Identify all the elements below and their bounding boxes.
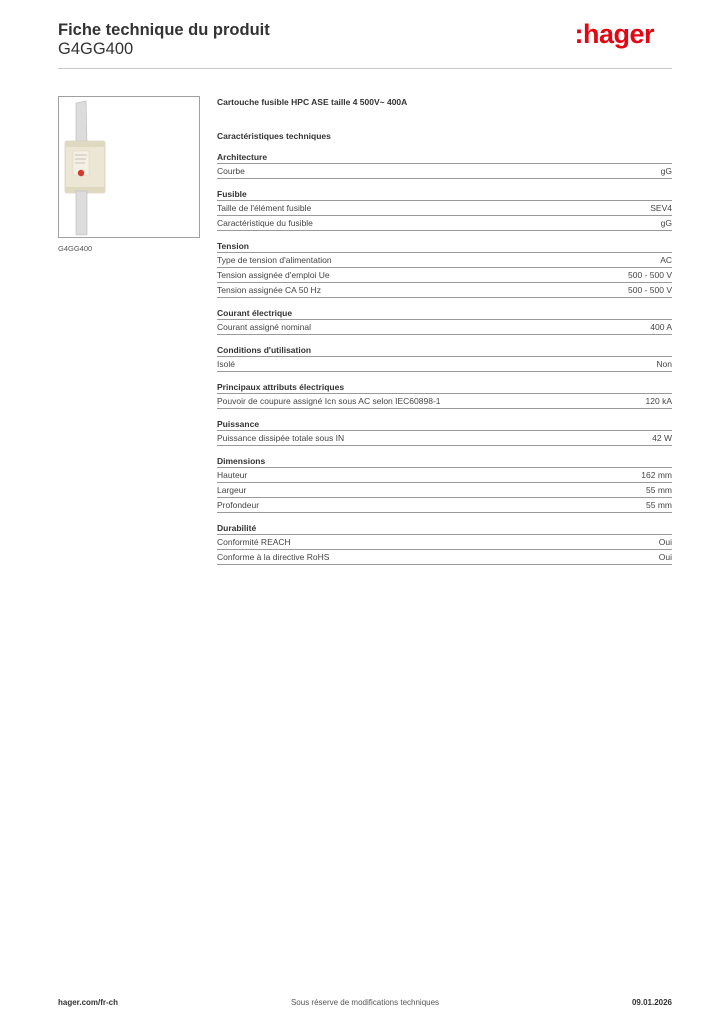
spec-group-title: Conditions d'utilisation [217,344,672,357]
spec-label: Puissance dissipée totale sous IN [217,433,345,443]
spec-groups [217,151,672,565]
spec-value: 42 W [652,433,672,443]
spec-group [217,188,672,231]
footer-date: 09.01.2026 [631,998,672,1007]
spec-label: Courbe [217,166,245,176]
spec-group-title: Dimensions [217,455,672,468]
spec-value: 120 kA [645,396,672,406]
spec-label: Type de tension d'alimentation [217,255,332,265]
product-name: Cartouche fusible HPC ASE taille 4 500V~ 400A [217,97,408,107]
page-header [58,20,672,58]
spec-group [217,381,672,409]
spec-group-title: Fusible [217,188,672,201]
spec-group [217,522,672,565]
product-reference: G4GG400 [58,40,134,58]
spec-label: Taille de l'élément fusible [217,203,312,213]
spec-label: Caractéristique du fusible [217,218,313,228]
spec-row [217,550,672,565]
spec-group [217,307,672,335]
spec-row [217,357,672,372]
footer-notice: Sous réserve de modifications techniques [290,998,440,1007]
spec-group-title: Puissance [217,418,672,431]
spec-value: Oui [658,537,672,547]
spec-row [217,483,672,498]
spec-group-title: Courant électrique [217,307,672,320]
spec-row [217,535,672,550]
spec-label: Isolé [217,359,235,369]
spec-label: Profondeur [217,500,260,510]
spec-row [217,498,672,513]
spec-value: 55 mm [646,500,672,510]
spec-row [217,431,672,446]
spec-row [217,164,672,179]
spec-row [217,320,672,335]
spec-group [217,418,672,446]
spec-label: Conforme à la directive RoHS [217,552,330,562]
spec-value: AC [660,255,672,265]
spec-group [217,344,672,372]
product-image [58,96,200,238]
spec-label: Tension assignée CA 50 Hz [217,285,321,295]
spec-row [217,468,672,483]
spec-row [217,394,672,409]
spec-label: Conformité REACH [217,537,291,547]
spec-group-title: Tension [217,240,672,253]
spec-value: Oui [658,552,672,562]
image-caption: G4GG400 [58,244,93,253]
spec-row [217,216,672,231]
spec-label: Pouvoir de coupure assigné Icn sous AC selon IEC60898-1 [217,396,441,406]
spec-row [217,253,672,268]
spec-value: gG [660,218,672,228]
section-heading: Caractéristiques techniques [217,131,331,141]
spec-value: 162 mm [641,470,672,480]
spec-label: Courant assigné nominal [217,322,312,332]
spec-group [217,455,672,513]
spec-row [217,268,672,283]
spec-row [217,283,672,298]
spec-group [217,151,672,179]
spec-value: gG [660,166,672,176]
spec-value: 400 A [650,322,672,332]
spec-group-title: Architecture [217,151,672,164]
spec-value: 500 - 500 V [628,285,672,295]
page-title: Fiche technique du produit [58,21,270,39]
spec-value: 55 mm [646,485,672,495]
spec-value: SEV4 [650,203,672,213]
spec-row [217,201,672,216]
hager-logo: :hager [574,19,654,49]
footer-website[interactable]: hager.com/fr-ch [58,998,119,1007]
spec-value: Non [656,359,672,369]
spec-label: Tension assignée d'emploi Ue [217,270,330,280]
spec-content [217,96,672,565]
spec-value: 500 - 500 V [628,270,672,280]
header-divider [58,68,672,69]
spec-label: Hauteur [217,470,248,480]
spec-label: Largeur [217,485,247,495]
fuse-cartridge-icon [59,97,199,237]
spec-group [217,240,672,298]
spec-group-title: Principaux attributs électriques [217,381,672,394]
spec-group-title: Durabilité [217,522,672,535]
